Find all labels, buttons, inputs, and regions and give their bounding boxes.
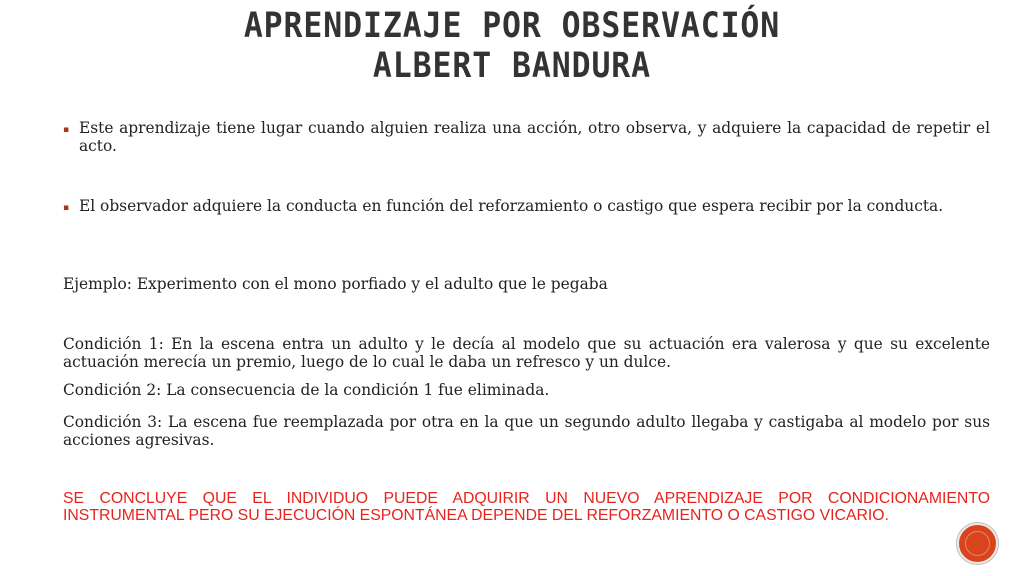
logo-inner-ring (965, 531, 990, 556)
conclusion-text: SE CONCLUYE QUE EL INDIVIDUO PUEDE ADQUIRIR UN NUEVO APRENDIZAJE POR CONDICIONAMIENTO INSTRUMENTAL PERO SU EJECUCIÓN ESPONTÁNEA DEPENDE DEL REFORZAMIENTO O CASTIGO VICARIO. (63, 490, 990, 524)
bullet-item-1 (63, 119, 990, 155)
title-line-1: APRENDIZAJE POR OBSERVACIÓN (243, 6, 781, 46)
condition-3-text: Condición 3: La escena fue reemplazada por otra en la que un segundo adulto llegaba y castigaba al modelo por sus acciones agresivas. (63, 413, 990, 449)
condition-1-text: Condición 1: En la escena entra un adulto y le decía al modelo que su actuación era valerosa y que su excelente actuación merecía un premio, luego de lo cual le daba un refresco y un dulce. (63, 335, 990, 371)
slide-logo-icon (957, 523, 998, 564)
bullet-item-2 (63, 197, 990, 215)
slide-title (51, 6, 973, 86)
bullet-square-icon: ▪ (63, 203, 70, 213)
bullet-square-icon: ▪ (63, 125, 70, 135)
title-line-2: ALBERT BANDURA (372, 46, 652, 86)
bullet-text-1: Este aprendizaje tiene lugar cuando alguien realiza una acción, otro observa, y adquiere la capacidad de repetir el acto. (79, 119, 990, 155)
example-text: Ejemplo: Experimento con el mono porfiado y el adulto que le pegaba (63, 275, 608, 293)
condition-2-text: Condición 2: La consecuencia de la condición 1 fue eliminada. (63, 381, 550, 399)
bullet-text-2: El observador adquiere la conducta en función del reforzamiento o castigo que espera recibir por la conducta. (79, 197, 944, 215)
